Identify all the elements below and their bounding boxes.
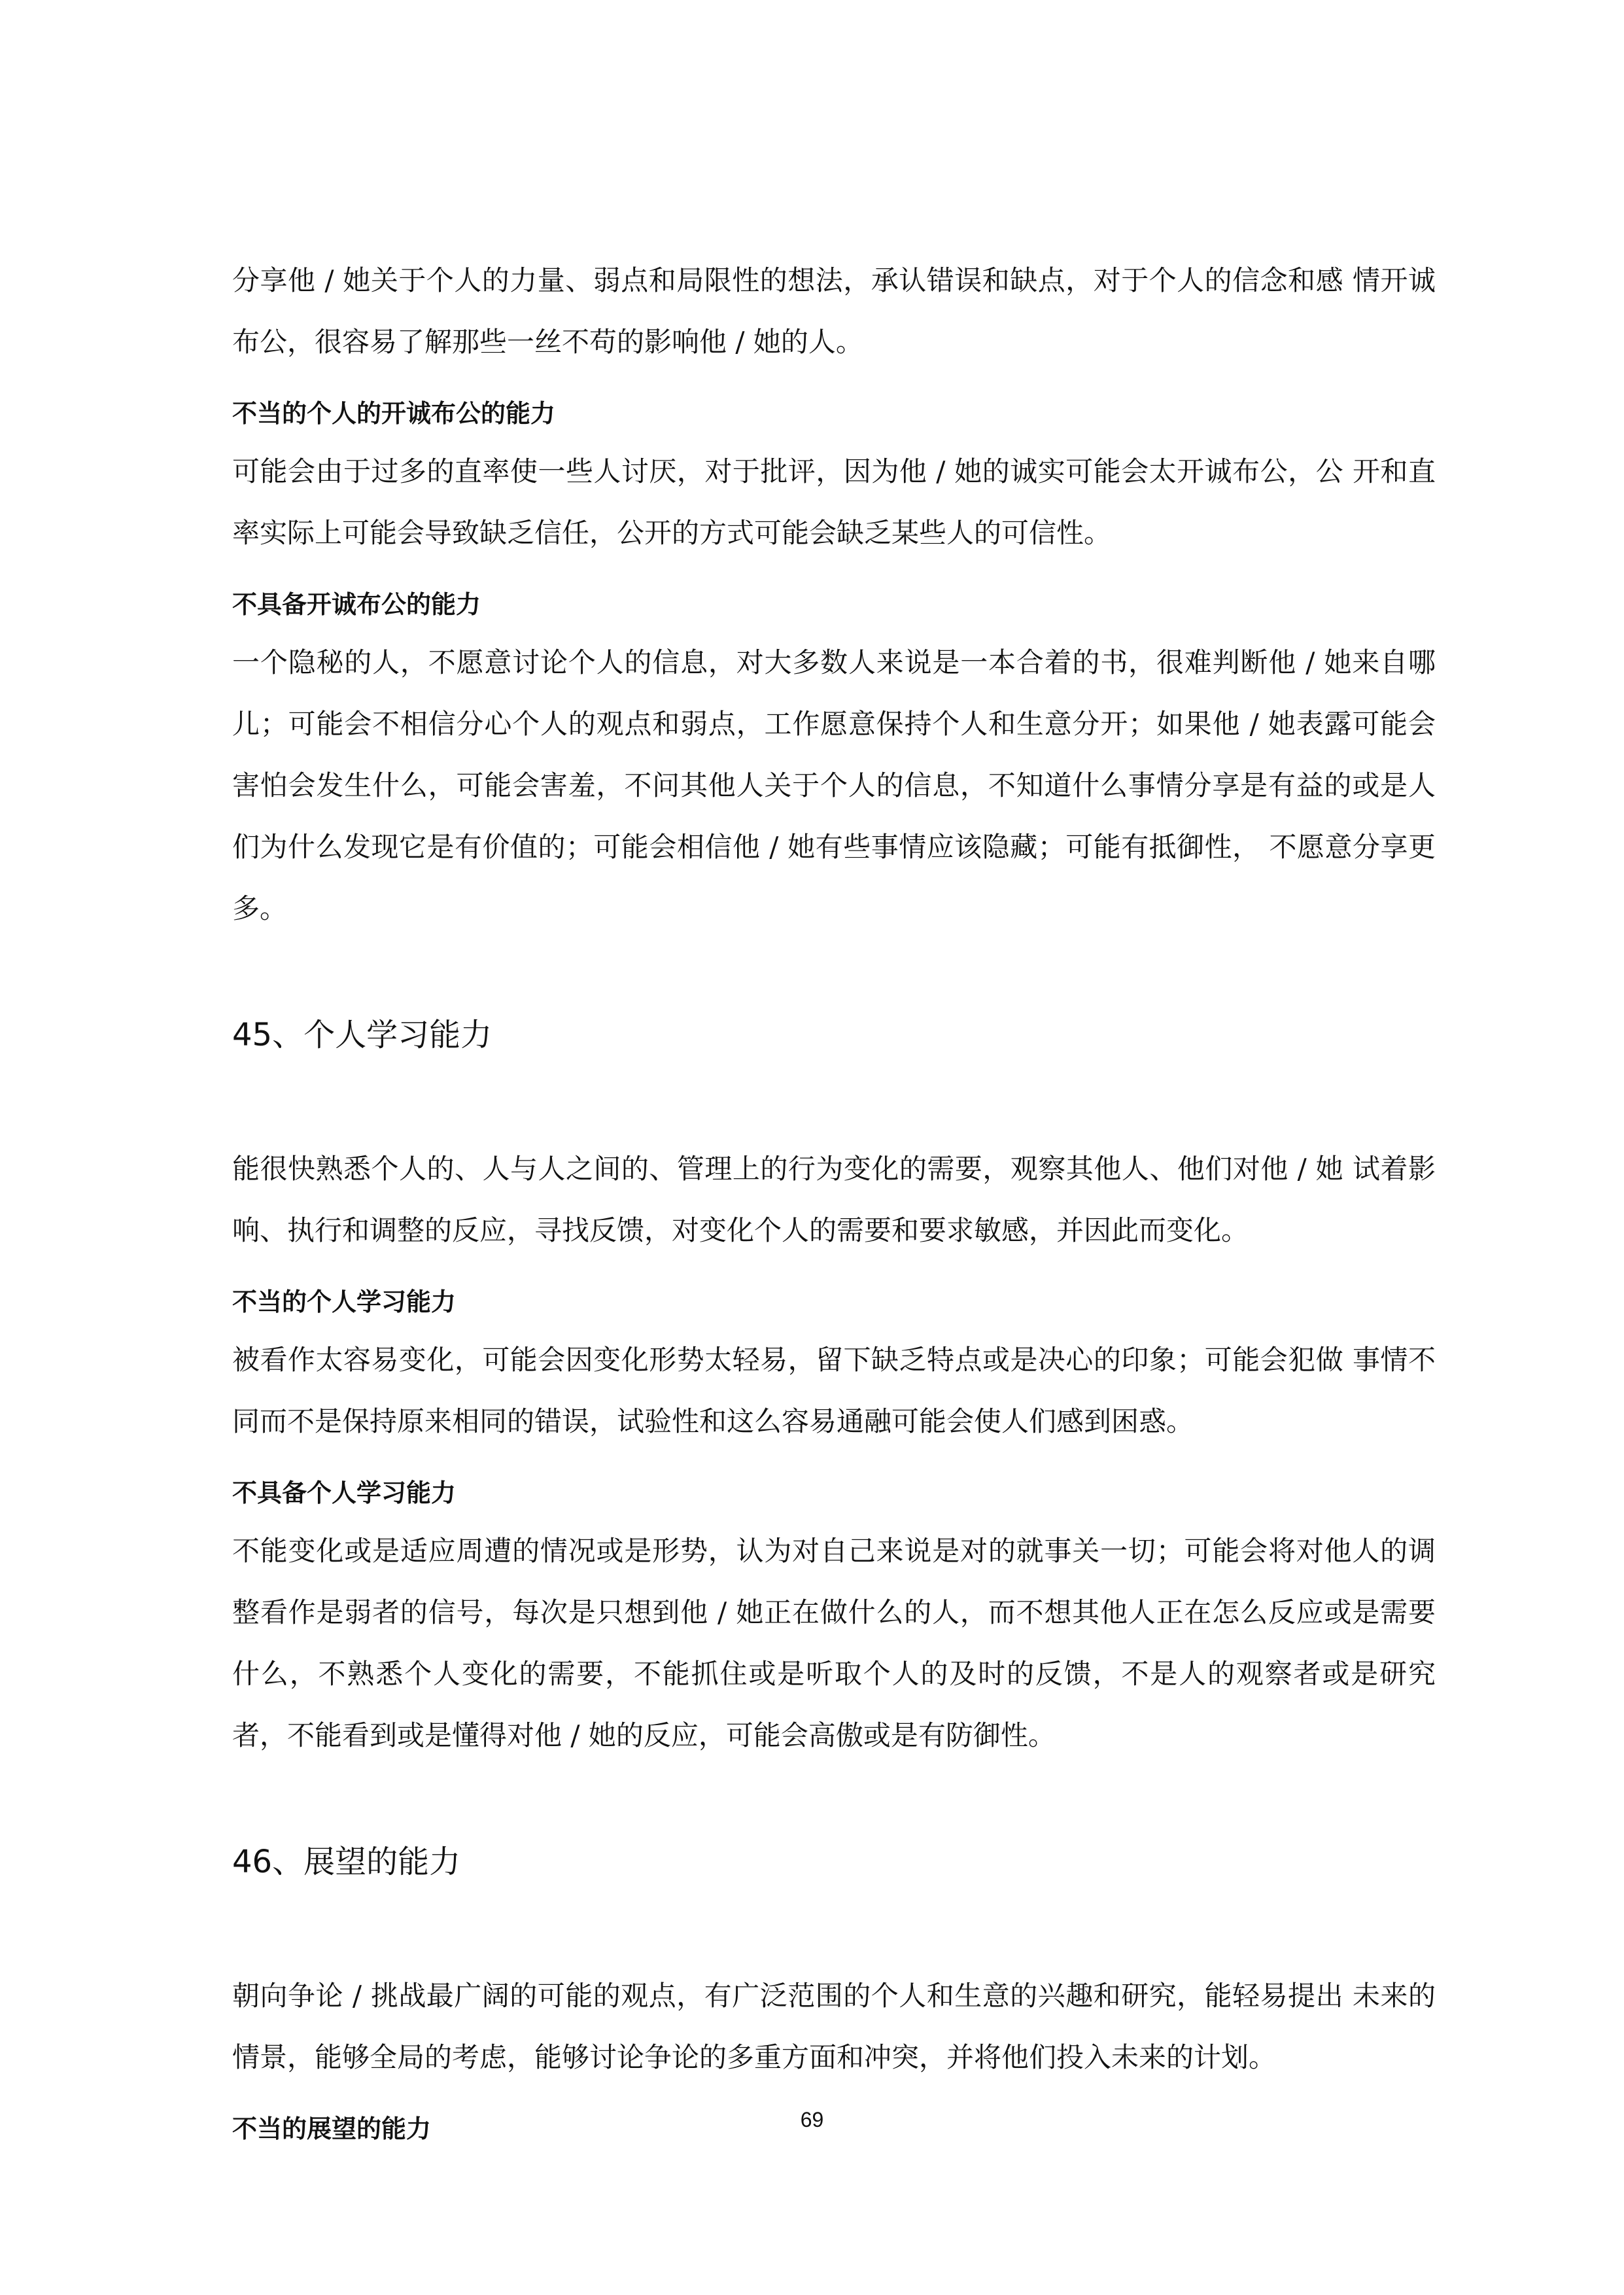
section-45-paragraph: 能很快熟悉个人的、人与人之间的、管理上的行为变化的需要，观察其他人、他们对他 / 她 试着影响、执行和调整的反应，寻找反馈，对变化个人的需要和要求敏感，并因此而变化。 bbox=[232, 1153, 1436, 1246]
improper-openness-paragraph: 可能会由于过多的直率使一些人讨厌，对于批评，因为他 / 她的诚实可能会太开诚布公，公 开和直率实际上可能会导致缺乏信任，公开的方式可能会缺乏某些人的可信性。 bbox=[232, 455, 1436, 549]
page-number: 69 bbox=[800, 2108, 824, 2131]
section-45-title: 45、个人学习能力 bbox=[232, 1017, 492, 1053]
improper-perspective-heading: 不当的展望的能力 bbox=[232, 2114, 432, 2143]
lacking-openness-paragraph: 一个隐秘的人，不愿意讨论个人的信息，对大多数人来说是一本合着的书，很难判断他 / 她来自哪儿；可能会不相信分心个人的观点和弱点，工作愿意保持个人和生意分开；如果他 / 她表露可能会害怕会发生什么，可能会害羞，不问其他人关于个人的信息，不知道什么事情分享是有益的或是人们为什么发现它是有价值的；可能会相信他 / 她有些事情应该隐藏；可能有抵御性， 不愿意分享更多。 bbox=[232, 646, 1436, 924]
section-46-paragraph: 朝向争论 / 挑战最广阔的可能的观点，有广泛范围的个人和生意的兴趣和研究，能轻易提出 未来的情景，能够全局的考虑，能够讨论争论的多重方面和冲突，并将他们投入未来的计划。 bbox=[232, 1980, 1436, 2073]
improper-personal-learning-heading: 不当的个人学习能力 bbox=[232, 1288, 457, 1316]
improper-personal-learning-paragraph: 被看作太容易变化，可能会因变化形势太轻易，留下缺乏特点或是决心的印象；可能会犯做 事情不同而不是保持原来相同的错误，试验性和这么容易通融可能会使人们感到困惑。 bbox=[232, 1344, 1436, 1437]
lacking-personal-learning-paragraph: 不能变化或是适应周遭的情况或是形势，认为对自己来说是对的就事关一切；可能会将对他人的调整看作是弱者的信号，每次是只想到他 / 她正在做什么的人，而不想其他人正在怎么反应或是需要什么，不熟悉个人变化的需要，不能抓住或是听取个人的及时的反馈，不是人的观察者或是研究者，不能看到或是懂得对他 / 她的反应，可能会高傲或是有防御性。 bbox=[232, 1535, 1436, 1751]
page-content bbox=[232, 250, 1436, 2156]
improper-openness-heading: 不当的个人的开诚布公的能力 bbox=[232, 399, 556, 428]
lacking-openness-heading: 不具备开诚布公的能力 bbox=[232, 590, 481, 619]
section-46-title: 46、展望的能力 bbox=[232, 1844, 461, 1880]
lacking-personal-learning-heading: 不具备个人学习能力 bbox=[232, 1479, 457, 1507]
intro-paragraph: 分享他 / 她关于个人的力量、弱点和局限性的想法，承认错误和缺点，对于个人的信念和感 情开诚布公，很容易了解那些一丝不苟的影响他 / 她的人。 bbox=[232, 264, 1436, 358]
